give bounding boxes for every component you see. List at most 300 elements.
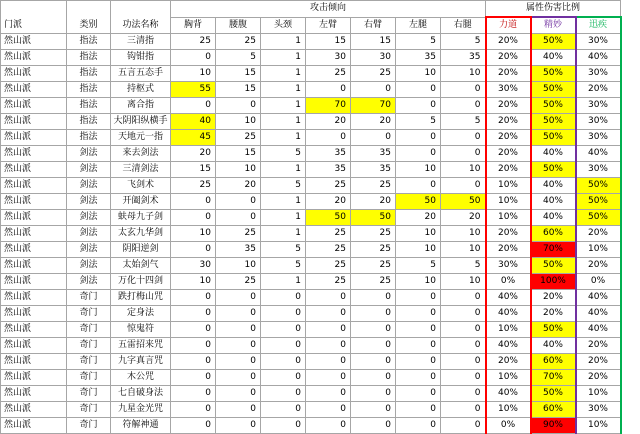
cell-target-value[interactable]: 0 [216, 338, 261, 354]
cell-target-value[interactable]: 0 [216, 210, 261, 226]
cell-target-value[interactable]: 0 [171, 242, 216, 258]
cell-attr-ratio[interactable]: 40% [576, 50, 621, 66]
cell-sect[interactable]: 然山派 [1, 338, 67, 354]
cell-target-value[interactable]: 0 [396, 402, 441, 418]
cell-attr-ratio[interactable]: 0% [486, 418, 531, 434]
cell-attr-ratio[interactable]: 10% [576, 418, 621, 434]
cell-target-value[interactable]: 0 [306, 130, 351, 146]
header-attr-0[interactable]: 力道 [486, 17, 531, 34]
cell-attr-ratio[interactable]: 50% [531, 258, 576, 274]
cell-skill-name[interactable]: 符解神通 [111, 418, 171, 434]
cell-attr-ratio[interactable]: 10% [486, 194, 531, 210]
cell-attr-ratio[interactable]: 50% [531, 114, 576, 130]
header-target-5[interactable]: 左腿 [396, 17, 441, 34]
cell-target-value[interactable]: 25 [306, 226, 351, 242]
cell-target-value[interactable]: 0 [261, 386, 306, 402]
cell-target-value[interactable]: 50 [351, 210, 396, 226]
cell-category[interactable]: 奇门 [67, 354, 111, 370]
cell-attr-ratio[interactable]: 40% [531, 178, 576, 194]
cell-target-value[interactable]: 30 [306, 50, 351, 66]
cell-target-value[interactable]: 25 [216, 226, 261, 242]
cell-target-value[interactable]: 0 [171, 322, 216, 338]
cell-target-value[interactable]: 70 [351, 98, 396, 114]
cell-target-value[interactable]: 5 [261, 178, 306, 194]
cell-category[interactable]: 剑法 [67, 226, 111, 242]
cell-target-value[interactable]: 0 [396, 178, 441, 194]
cell-skill-name[interactable]: 蚨母九子剑 [111, 210, 171, 226]
header-target-6[interactable]: 右腿 [441, 17, 486, 34]
cell-attr-ratio[interactable]: 50% [531, 322, 576, 338]
cell-target-value[interactable]: 0 [351, 418, 396, 434]
cell-target-value[interactable]: 20 [441, 210, 486, 226]
cell-target-value[interactable]: 10 [396, 66, 441, 82]
cell-category[interactable]: 奇门 [67, 418, 111, 434]
cell-target-value[interactable]: 20 [351, 114, 396, 130]
cell-target-value[interactable]: 1 [261, 130, 306, 146]
cell-target-value[interactable]: 0 [171, 354, 216, 370]
cell-target-value[interactable]: 0 [396, 370, 441, 386]
cell-sect[interactable]: 然山派 [1, 34, 67, 50]
cell-attr-ratio[interactable]: 20% [486, 226, 531, 242]
cell-attr-ratio[interactable]: 40% [531, 338, 576, 354]
cell-attr-ratio[interactable]: 10% [486, 210, 531, 226]
cell-category[interactable]: 指法 [67, 130, 111, 146]
cell-target-value[interactable]: 25 [216, 130, 261, 146]
cell-attr-ratio[interactable]: 10% [576, 242, 621, 258]
cell-target-value[interactable]: 0 [441, 370, 486, 386]
cell-attr-ratio[interactable]: 20% [486, 34, 531, 50]
cell-target-value[interactable]: 0 [441, 386, 486, 402]
cell-attr-ratio[interactable]: 50% [576, 194, 621, 210]
cell-target-value[interactable]: 25 [216, 34, 261, 50]
cell-skill-name[interactable]: 万化十四剑 [111, 274, 171, 290]
cell-target-value[interactable]: 0 [171, 402, 216, 418]
cell-target-value[interactable]: 0 [396, 354, 441, 370]
cell-skill-name[interactable]: 太始剑气 [111, 258, 171, 274]
cell-target-value[interactable]: 0 [351, 322, 396, 338]
cell-target-value[interactable]: 20 [306, 194, 351, 210]
cell-sect[interactable]: 然山派 [1, 370, 67, 386]
cell-category[interactable]: 奇门 [67, 402, 111, 418]
cell-attr-ratio[interactable]: 20% [486, 130, 531, 146]
cell-target-value[interactable]: 0 [306, 322, 351, 338]
cell-target-value[interactable]: 0 [441, 146, 486, 162]
header-target-2[interactable]: 头颈 [261, 17, 306, 34]
cell-category[interactable]: 奇门 [67, 290, 111, 306]
cell-target-value[interactable]: 0 [441, 98, 486, 114]
cell-target-value[interactable]: 10 [171, 66, 216, 82]
cell-skill-name[interactable]: 三清指 [111, 34, 171, 50]
cell-category[interactable]: 奇门 [67, 322, 111, 338]
cell-category[interactable]: 奇门 [67, 338, 111, 354]
cell-target-value[interactable]: 0 [216, 290, 261, 306]
cell-attr-ratio[interactable]: 30% [576, 402, 621, 418]
cell-target-value[interactable]: 1 [261, 210, 306, 226]
cell-target-value[interactable]: 0 [396, 290, 441, 306]
cell-attr-ratio[interactable]: 30% [576, 34, 621, 50]
cell-attr-ratio[interactable]: 40% [531, 146, 576, 162]
cell-target-value[interactable]: 10 [396, 274, 441, 290]
cell-skill-name[interactable]: 大阴阳纵横手 [111, 114, 171, 130]
cell-skill-name[interactable]: 五雷招来咒 [111, 338, 171, 354]
header-target-3[interactable]: 左臂 [306, 17, 351, 34]
cell-skill-name[interactable]: 持枢式 [111, 82, 171, 98]
cell-target-value[interactable]: 0 [261, 338, 306, 354]
header-attack-group[interactable] [171, 1, 486, 18]
cell-target-value[interactable]: 50 [396, 194, 441, 210]
cell-target-value[interactable]: 0 [216, 194, 261, 210]
cell-category[interactable]: 指法 [67, 114, 111, 130]
cell-target-value[interactable]: 1 [261, 194, 306, 210]
cell-target-value[interactable]: 1 [261, 66, 306, 82]
cell-attr-ratio[interactable]: 20% [486, 242, 531, 258]
header-attr-1[interactable]: 精妙 [531, 17, 576, 34]
cell-skill-name[interactable]: 钩钳指 [111, 50, 171, 66]
cell-target-value[interactable]: 10 [441, 66, 486, 82]
cell-category[interactable]: 剑法 [67, 178, 111, 194]
cell-target-value[interactable]: 0 [216, 402, 261, 418]
cell-target-value[interactable]: 45 [171, 130, 216, 146]
cell-target-value[interactable]: 0 [306, 338, 351, 354]
cell-target-value[interactable]: 1 [261, 226, 306, 242]
cell-attr-ratio[interactable]: 20% [576, 354, 621, 370]
cell-target-value[interactable]: 0 [351, 130, 396, 146]
cell-sect[interactable]: 然山派 [1, 354, 67, 370]
header-skill[interactable] [111, 1, 171, 34]
cell-attr-ratio[interactable]: 10% [486, 402, 531, 418]
cell-target-value[interactable]: 5 [441, 34, 486, 50]
cell-attr-ratio[interactable]: 30% [486, 82, 531, 98]
cell-attr-ratio[interactable]: 20% [486, 66, 531, 82]
cell-target-value[interactable]: 10 [396, 226, 441, 242]
cell-target-value[interactable]: 0 [351, 354, 396, 370]
cell-attr-ratio[interactable]: 40% [486, 306, 531, 322]
cell-target-value[interactable]: 0 [441, 418, 486, 434]
cell-target-value[interactable]: 0 [216, 322, 261, 338]
cell-category[interactable]: 剑法 [67, 146, 111, 162]
cell-target-value[interactable]: 10 [171, 274, 216, 290]
cell-target-value[interactable]: 0 [441, 82, 486, 98]
cell-target-value[interactable]: 0 [351, 386, 396, 402]
cell-attr-ratio[interactable]: 10% [486, 370, 531, 386]
cell-attr-ratio[interactable]: 20% [576, 258, 621, 274]
cell-target-value[interactable]: 25 [351, 178, 396, 194]
cell-attr-ratio[interactable]: 20% [486, 50, 531, 66]
cell-target-value[interactable]: 30 [171, 258, 216, 274]
cell-target-value[interactable]: 10 [171, 226, 216, 242]
cell-target-value[interactable]: 40 [171, 114, 216, 130]
cell-target-value[interactable]: 0 [351, 338, 396, 354]
cell-target-value[interactable]: 0 [306, 386, 351, 402]
cell-attr-ratio[interactable]: 50% [531, 66, 576, 82]
cell-target-value[interactable]: 1 [261, 274, 306, 290]
cell-target-value[interactable]: 0 [171, 290, 216, 306]
header-target-4[interactable]: 右臂 [351, 17, 396, 34]
cell-target-value[interactable]: 20 [396, 210, 441, 226]
cell-target-value[interactable]: 0 [171, 210, 216, 226]
cell-attr-ratio[interactable]: 20% [486, 146, 531, 162]
cell-category[interactable]: 奇门 [67, 386, 111, 402]
cell-target-value[interactable]: 10 [441, 226, 486, 242]
cell-target-value[interactable]: 0 [171, 98, 216, 114]
cell-target-value[interactable]: 10 [441, 162, 486, 178]
cell-target-value[interactable]: 0 [351, 290, 396, 306]
cell-target-value[interactable]: 0 [171, 370, 216, 386]
cell-category[interactable]: 指法 [67, 98, 111, 114]
cell-attr-ratio[interactable]: 50% [576, 210, 621, 226]
cell-category[interactable]: 剑法 [67, 194, 111, 210]
cell-target-value[interactable]: 35 [396, 50, 441, 66]
header-attr-2[interactable]: 迅疾 [576, 17, 621, 34]
cell-target-value[interactable]: 5 [261, 146, 306, 162]
cell-attr-ratio[interactable]: 50% [576, 178, 621, 194]
cell-target-value[interactable]: 0 [216, 306, 261, 322]
cell-target-value[interactable]: 0 [396, 306, 441, 322]
cell-target-value[interactable]: 10 [396, 162, 441, 178]
cell-target-value[interactable]: 35 [306, 146, 351, 162]
cell-target-value[interactable]: 5 [441, 258, 486, 274]
cell-sect[interactable]: 然山派 [1, 194, 67, 210]
cell-sect[interactable]: 然山派 [1, 226, 67, 242]
cell-sect[interactable]: 然山派 [1, 178, 67, 194]
cell-target-value[interactable]: 10 [216, 114, 261, 130]
cell-attr-ratio[interactable]: 90% [531, 418, 576, 434]
cell-target-value[interactable]: 0 [441, 322, 486, 338]
cell-target-value[interactable]: 1 [261, 50, 306, 66]
cell-attr-ratio[interactable]: 50% [531, 386, 576, 402]
cell-attr-ratio[interactable]: 20% [576, 338, 621, 354]
cell-target-value[interactable]: 5 [396, 258, 441, 274]
cell-category[interactable]: 指法 [67, 50, 111, 66]
cell-sect[interactable]: 然山派 [1, 242, 67, 258]
cell-attr-ratio[interactable]: 50% [531, 130, 576, 146]
cell-attr-ratio[interactable]: 20% [486, 354, 531, 370]
cell-attr-ratio[interactable]: 40% [486, 386, 531, 402]
cell-attr-ratio[interactable]: 10% [576, 386, 621, 402]
cell-target-value[interactable]: 0 [261, 418, 306, 434]
cell-attr-ratio[interactable]: 0% [576, 274, 621, 290]
cell-target-value[interactable]: 0 [171, 194, 216, 210]
cell-target-value[interactable]: 25 [216, 274, 261, 290]
cell-target-value[interactable]: 10 [441, 242, 486, 258]
header-target-0[interactable]: 胸背 [171, 17, 216, 34]
cell-skill-name[interactable]: 九星金光咒 [111, 402, 171, 418]
cell-target-value[interactable]: 1 [261, 98, 306, 114]
cell-skill-name[interactable]: 定身法 [111, 306, 171, 322]
cell-category[interactable]: 指法 [67, 34, 111, 50]
cell-target-value[interactable]: 0 [306, 306, 351, 322]
cell-sect[interactable]: 然山派 [1, 50, 67, 66]
cell-sect[interactable]: 然山派 [1, 210, 67, 226]
cell-attr-ratio[interactable]: 10% [486, 322, 531, 338]
cell-skill-name[interactable]: 三清剑法 [111, 162, 171, 178]
cell-attr-ratio[interactable]: 30% [576, 98, 621, 114]
header-attr-group[interactable] [486, 1, 621, 18]
cell-target-value[interactable]: 0 [261, 370, 306, 386]
cell-target-value[interactable]: 0 [351, 306, 396, 322]
cell-attr-ratio[interactable]: 70% [531, 242, 576, 258]
cell-sect[interactable]: 然山派 [1, 290, 67, 306]
cell-target-value[interactable]: 0 [396, 322, 441, 338]
cell-attr-ratio[interactable]: 50% [531, 162, 576, 178]
cell-target-value[interactable]: 5 [441, 114, 486, 130]
cell-target-value[interactable]: 15 [216, 66, 261, 82]
cell-category[interactable]: 奇门 [67, 370, 111, 386]
cell-target-value[interactable]: 0 [396, 338, 441, 354]
cell-target-value[interactable]: 5 [261, 242, 306, 258]
cell-target-value[interactable]: 0 [216, 418, 261, 434]
cell-attr-ratio[interactable]: 20% [531, 290, 576, 306]
cell-category[interactable]: 指法 [67, 66, 111, 82]
cell-attr-ratio[interactable]: 40% [576, 306, 621, 322]
cell-target-value[interactable]: 0 [306, 370, 351, 386]
cell-target-value[interactable]: 0 [261, 290, 306, 306]
cell-attr-ratio[interactable]: 40% [576, 322, 621, 338]
cell-attr-ratio[interactable]: 40% [486, 338, 531, 354]
cell-target-value[interactable]: 0 [396, 386, 441, 402]
cell-target-value[interactable]: 0 [306, 418, 351, 434]
cell-target-value[interactable]: 0 [261, 402, 306, 418]
cell-target-value[interactable]: 0 [171, 50, 216, 66]
cell-skill-name[interactable]: 木公咒 [111, 370, 171, 386]
cell-attr-ratio[interactable]: 30% [576, 130, 621, 146]
cell-category[interactable]: 指法 [67, 82, 111, 98]
cell-target-value[interactable]: 35 [351, 162, 396, 178]
cell-attr-ratio[interactable]: 60% [531, 226, 576, 242]
header-sect[interactable] [1, 1, 67, 34]
cell-attr-ratio[interactable]: 40% [486, 290, 531, 306]
cell-sect[interactable]: 然山派 [1, 98, 67, 114]
cell-category[interactable]: 剑法 [67, 242, 111, 258]
cell-skill-name[interactable]: 七自破身法 [111, 386, 171, 402]
cell-target-value[interactable]: 1 [261, 82, 306, 98]
cell-target-value[interactable]: 35 [351, 146, 396, 162]
cell-attr-ratio[interactable]: 20% [486, 114, 531, 130]
cell-target-value[interactable]: 0 [441, 354, 486, 370]
cell-target-value[interactable]: 0 [396, 130, 441, 146]
cell-target-value[interactable]: 0 [171, 338, 216, 354]
cell-skill-name[interactable]: 来去剑法 [111, 146, 171, 162]
cell-target-value[interactable]: 0 [306, 290, 351, 306]
cell-sect[interactable]: 然山派 [1, 130, 67, 146]
cell-attr-ratio[interactable]: 50% [531, 82, 576, 98]
cell-target-value[interactable]: 0 [216, 386, 261, 402]
cell-target-value[interactable]: 15 [351, 34, 396, 50]
cell-target-value[interactable]: 50 [306, 210, 351, 226]
cell-attr-ratio[interactable]: 20% [486, 162, 531, 178]
cell-target-value[interactable]: 25 [351, 226, 396, 242]
header-category[interactable] [67, 1, 111, 34]
cell-target-value[interactable]: 15 [306, 34, 351, 50]
cell-sect[interactable]: 然山派 [1, 146, 67, 162]
cell-target-value[interactable]: 20 [171, 146, 216, 162]
cell-target-value[interactable]: 20 [306, 114, 351, 130]
cell-sect[interactable]: 然山派 [1, 386, 67, 402]
cell-target-value[interactable]: 5 [396, 114, 441, 130]
cell-attr-ratio[interactable]: 40% [531, 50, 576, 66]
cell-target-value[interactable]: 0 [351, 82, 396, 98]
cell-target-value[interactable]: 25 [306, 258, 351, 274]
cell-target-value[interactable]: 55 [171, 82, 216, 98]
cell-skill-name[interactable]: 开阖剑术 [111, 194, 171, 210]
cell-target-value[interactable]: 0 [441, 130, 486, 146]
cell-attr-ratio[interactable]: 0% [486, 274, 531, 290]
cell-attr-ratio[interactable]: 40% [576, 290, 621, 306]
cell-attr-ratio[interactable]: 50% [531, 98, 576, 114]
cell-sect[interactable]: 然山派 [1, 258, 67, 274]
cell-target-value[interactable]: 0 [441, 306, 486, 322]
cell-target-value[interactable]: 50 [441, 194, 486, 210]
cell-target-value[interactable]: 0 [171, 306, 216, 322]
cell-target-value[interactable]: 1 [261, 162, 306, 178]
cell-sect[interactable]: 然山派 [1, 322, 67, 338]
cell-target-value[interactable]: 0 [351, 402, 396, 418]
cell-sect[interactable]: 然山派 [1, 82, 67, 98]
cell-skill-name[interactable]: 惊鬼符 [111, 322, 171, 338]
cell-attr-ratio[interactable]: 20% [486, 98, 531, 114]
cell-attr-ratio[interactable]: 20% [576, 226, 621, 242]
cell-target-value[interactable]: 35 [306, 162, 351, 178]
cell-category[interactable]: 奇门 [67, 306, 111, 322]
cell-target-value[interactable]: 15 [216, 82, 261, 98]
cell-attr-ratio[interactable]: 60% [531, 402, 576, 418]
cell-target-value[interactable]: 0 [261, 306, 306, 322]
cell-target-value[interactable]: 25 [171, 34, 216, 50]
cell-target-value[interactable]: 0 [306, 354, 351, 370]
cell-sect[interactable]: 然山派 [1, 402, 67, 418]
cell-target-value[interactable]: 30 [351, 50, 396, 66]
cell-target-value[interactable]: 0 [441, 402, 486, 418]
cell-sect[interactable]: 然山派 [1, 114, 67, 130]
cell-target-value[interactable]: 15 [171, 162, 216, 178]
cell-sect[interactable]: 然山派 [1, 66, 67, 82]
cell-skill-name[interactable]: 天地元一指 [111, 130, 171, 146]
cell-target-value[interactable]: 1 [261, 114, 306, 130]
cell-attr-ratio[interactable]: 40% [531, 194, 576, 210]
cell-target-value[interactable]: 20 [216, 178, 261, 194]
cell-target-value[interactable]: 25 [306, 178, 351, 194]
cell-target-value[interactable]: 0 [396, 146, 441, 162]
cell-category[interactable]: 剑法 [67, 162, 111, 178]
cell-target-value[interactable]: 0 [441, 178, 486, 194]
cell-target-value[interactable]: 0 [306, 402, 351, 418]
cell-target-value[interactable]: 35 [216, 242, 261, 258]
cell-target-value[interactable]: 0 [216, 370, 261, 386]
cell-target-value[interactable]: 10 [396, 242, 441, 258]
cell-target-value[interactable]: 15 [216, 146, 261, 162]
cell-attr-ratio[interactable]: 70% [531, 370, 576, 386]
cell-attr-ratio[interactable]: 100% [531, 274, 576, 290]
cell-target-value[interactable]: 25 [351, 242, 396, 258]
cell-sect[interactable]: 然山派 [1, 162, 67, 178]
cell-target-value[interactable]: 25 [171, 178, 216, 194]
cell-target-value[interactable]: 0 [171, 386, 216, 402]
cell-target-value[interactable]: 20 [351, 194, 396, 210]
cell-target-value[interactable]: 25 [351, 66, 396, 82]
cell-target-value[interactable]: 10 [216, 258, 261, 274]
cell-sect[interactable]: 然山派 [1, 274, 67, 290]
cell-target-value[interactable]: 0 [216, 354, 261, 370]
cell-target-value[interactable]: 10 [441, 274, 486, 290]
cell-attr-ratio[interactable]: 10% [486, 178, 531, 194]
cell-target-value[interactable]: 25 [351, 274, 396, 290]
cell-skill-name[interactable]: 五言五态手 [111, 66, 171, 82]
cell-sect[interactable]: 然山派 [1, 306, 67, 322]
cell-skill-name[interactable]: 九字真言咒 [111, 354, 171, 370]
cell-target-value[interactable]: 35 [441, 50, 486, 66]
cell-target-value[interactable]: 0 [216, 98, 261, 114]
cell-attr-ratio[interactable]: 60% [531, 354, 576, 370]
